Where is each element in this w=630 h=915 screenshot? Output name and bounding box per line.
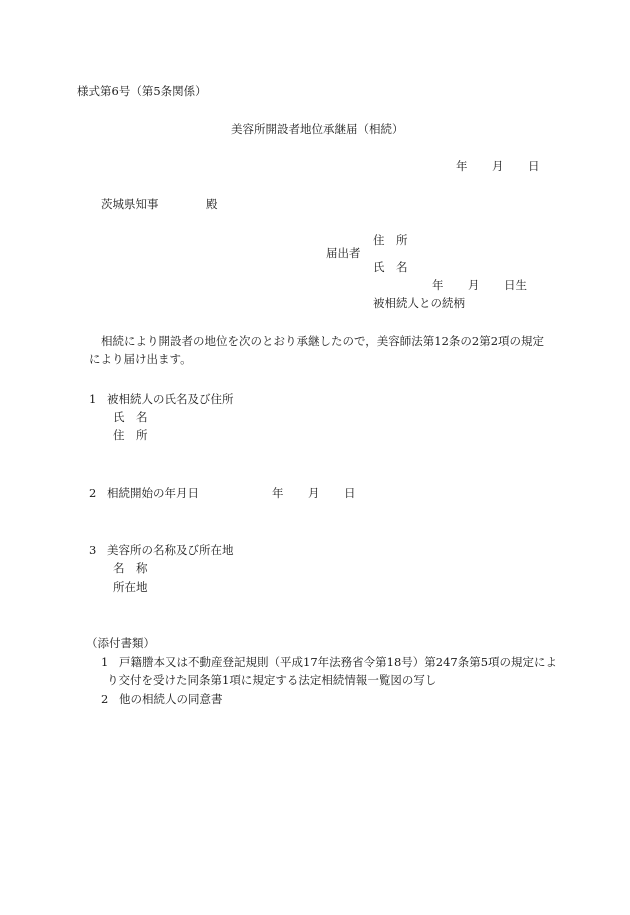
item-3-number: 3 xyxy=(89,543,97,557)
item-3-field-location: 所在地 xyxy=(113,580,148,594)
item-1-label: 被相続人の氏名及び住所 xyxy=(107,392,234,406)
applicant-address-label: 住 所 xyxy=(373,233,408,247)
item-2-day: 日 xyxy=(344,486,356,500)
attachment-1-line2: り交付を受けた同条第1項に規定する法定相続情報一覧図の写し xyxy=(107,673,437,687)
date-line xyxy=(456,161,540,173)
form-number: 様式第6号（第5条関係） xyxy=(77,84,207,98)
attachment-2-line1: 他の相続人の同意書 xyxy=(119,692,223,706)
applicant-label: 届出者 xyxy=(326,246,361,260)
birth-day: 日生 xyxy=(504,278,527,292)
attachment-1 xyxy=(101,657,557,669)
applicant-relation-label: 被相続人との続柄 xyxy=(373,296,465,310)
attachment-2 xyxy=(101,694,223,706)
page-title: 美容所開設者地位承継届（相続） xyxy=(231,122,404,136)
attachment-1-line1: 戸籍謄本又は不動産登記規則（平成17年法務省令第18号）第247条第5項の規定によ xyxy=(119,655,558,669)
item-2-label: 相続開始の年月日 xyxy=(107,486,199,500)
item-2-year: 年 xyxy=(272,486,284,500)
addressee-name: 茨城県知事 xyxy=(101,197,159,211)
item-2-number: 2 xyxy=(89,486,97,500)
attachment-1-number: 1 xyxy=(101,655,109,669)
date-month: 月 xyxy=(492,159,504,173)
applicant-birth-date xyxy=(432,280,527,292)
item-2-month: 月 xyxy=(308,486,320,500)
item-2-date xyxy=(272,488,356,500)
attachment-2-number: 2 xyxy=(101,692,109,706)
attachments-heading: （添付書類） xyxy=(86,636,155,650)
body-text-line1: 相続により開設者の地位を次のとおり承継したので，美容師法第12条の2第2項の規定 xyxy=(101,334,545,348)
item-1-field-address: 住 所 xyxy=(113,428,148,442)
item-3 xyxy=(89,545,234,557)
item-1 xyxy=(89,394,234,406)
item-2 xyxy=(89,488,199,500)
applicant-name-label: 氏 名 xyxy=(373,260,408,274)
birth-year: 年 xyxy=(432,278,444,292)
addressee-honorific: 殿 xyxy=(206,197,218,211)
date-year: 年 xyxy=(456,159,468,173)
item-1-number: 1 xyxy=(89,392,97,406)
item-3-label: 美容所の名称及び所在地 xyxy=(107,543,234,557)
date-day: 日 xyxy=(528,159,540,173)
item-3-field-name: 名 称 xyxy=(113,561,148,575)
body-text-line2: により届け出ます。 xyxy=(89,352,192,366)
item-1-field-name: 氏 名 xyxy=(113,410,148,424)
birth-month: 月 xyxy=(468,278,480,292)
